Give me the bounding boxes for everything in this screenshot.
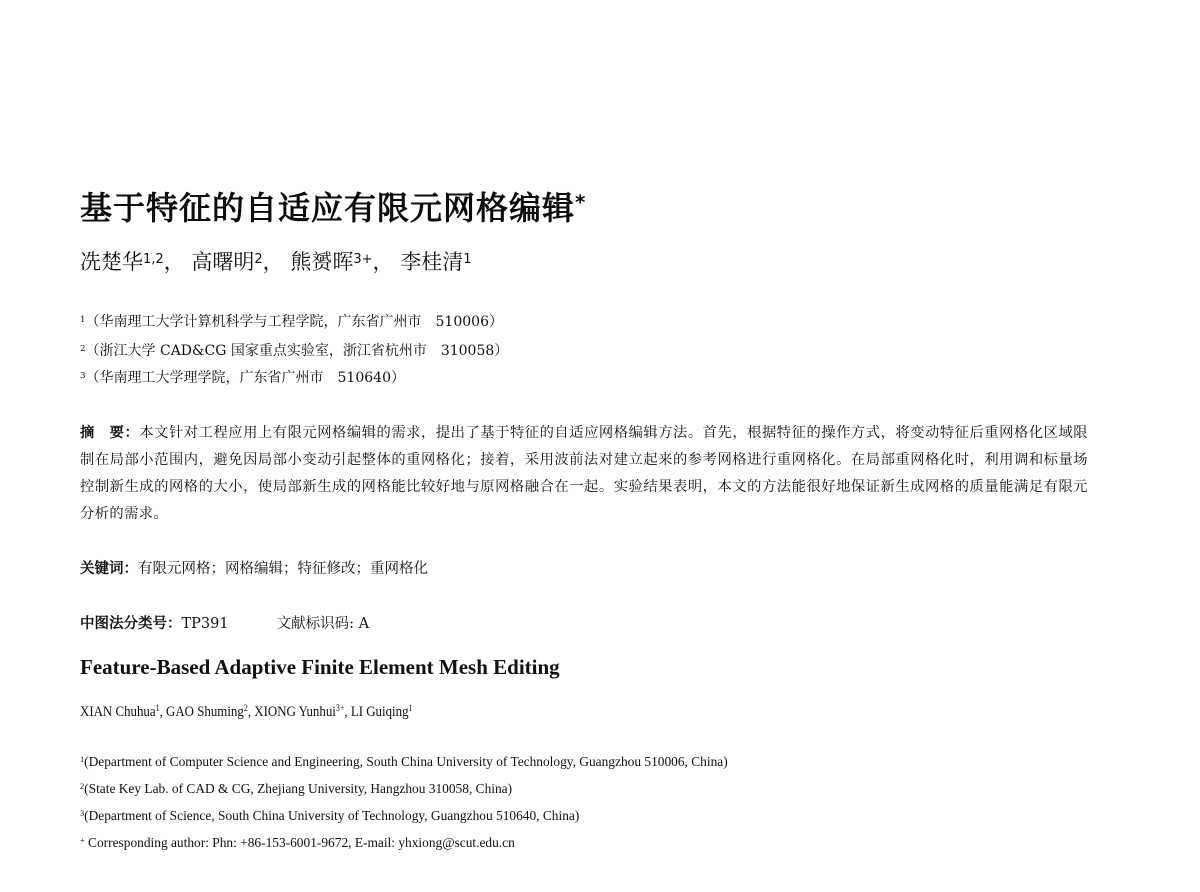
- author-cn-3: [290, 250, 372, 274]
- clc-label: 中图法分类号：: [80, 616, 182, 632]
- corresponding-author-sup: +: [80, 835, 85, 845]
- author-cn-4: [400, 250, 471, 274]
- affiliation-cn-3: [80, 367, 405, 387]
- affiliation-cn-1: [80, 311, 503, 331]
- author-en-sup: 1: [408, 704, 413, 715]
- author-en-name: XIAN Chuhua: [80, 704, 156, 720]
- english-authors: XIAN Chuhua$^1$, GAO Shuming$^2$, XIONG Yunhui$^{3+}$, LI Guiqing$^1$: [80, 704, 413, 720]
- affiliation-en-1: [80, 754, 728, 770]
- chinese-authors: 冼楚华$^{1,2}$， 高曙明$^2$， 熊赟晖$^{3+}$， 李桂清$^1$: [80, 250, 472, 274]
- affiliation-en-text: (Department of Science, South China University of Technology, Guangzhou 510640, China): [84, 808, 580, 823]
- affiliation-en-2: [80, 781, 512, 797]
- author-en-2: [166, 704, 248, 720]
- english-title: Feature-Based Adaptive Finite Element Mesh Editing: [80, 655, 560, 679]
- author-en-name: LI Guiqing: [350, 704, 409, 720]
- affiliation-en-text: (State Key Lab. of CAD & CG, Zhejiang University, Hangzhou 310058, China): [84, 781, 513, 796]
- author-cn-sup: 1: [463, 251, 472, 267]
- classification-line: [80, 612, 369, 633]
- corresponding-author: [80, 835, 515, 851]
- affiliation-cn-text: （浙江大学 CAD&CG 国家重点实验室，浙江省杭州市 310058）: [85, 343, 509, 359]
- doc-code-value: A: [358, 616, 370, 632]
- doc-code-label: 文献标识码:: [276, 616, 354, 632]
- affiliation-cn-2: [80, 340, 508, 360]
- keywords-text: 有限元网格；网格编辑；特征修改；重网格化: [138, 561, 428, 577]
- title-footnote-mark: *: [575, 191, 587, 215]
- clc-value: TP391: [181, 616, 229, 632]
- affiliation-cn-text: （华南理工大学计算机科学与工程学院，广东省广州市 510006）: [85, 314, 503, 330]
- author-cn-2: [191, 250, 262, 274]
- chinese-title: [80, 183, 586, 229]
- author-cn-sup: 2: [254, 251, 263, 267]
- author-cn-name: 李桂清: [400, 250, 464, 274]
- author-cn-sup: 1,2: [143, 251, 164, 267]
- affiliation-cn-sup: 3: [80, 370, 86, 381]
- affiliation-cn-text: （华南理工大学理学院，广东省广州市 510640）: [85, 370, 405, 386]
- affiliation-en-sup: 3: [80, 808, 85, 818]
- affiliation-cn-sup: 1: [80, 314, 86, 325]
- author-en-sup: 1: [155, 704, 160, 715]
- corresponding-author-text: Corresponding author: Phn: +86-153-6001-9672, E-mail: yhxiong@scut.edu.cn: [88, 835, 515, 850]
- author-en-sup: 2: [243, 704, 248, 715]
- author-en-sup: 3+: [335, 704, 345, 715]
- author-cn-name: 熊赟晖: [290, 250, 354, 274]
- affiliation-en-sup: 1: [80, 754, 85, 764]
- author-en-name: XIONG Yunhui: [254, 704, 336, 720]
- abstract-text: 本文针对工程应用上有限元网格编辑的需求，提出了基于特征的自适应网格编辑方法。首先，根据特征的操作方式，将变动特征后重网格化区域限制在局部小范围内，避免因局部小变动引起整体的重网格化；接着，采用波前法对建立起来的参考网格进行重网格化。在局部重网格化时，利用调和标量场控制新生成的网格的大小，使局部新生成的网格能比较好地与原网格融合在一起。实验结果表明，本文的方法能很好地保证新生成网格的质量能满足有限元分析的需求。: [80, 425, 1089, 522]
- author-cn-name: 冼楚华: [80, 250, 143, 274]
- abstract: [80, 420, 1088, 528]
- keywords: [80, 557, 428, 578]
- author-cn-1: [80, 250, 164, 274]
- author-en-1: [80, 704, 160, 720]
- affiliation-cn-sup: 2: [80, 343, 86, 354]
- author-en-3: [254, 704, 344, 720]
- keywords-label: 关键词：: [80, 561, 138, 577]
- chinese-title-text: 基于特征的自适应有限元网格编辑: [80, 189, 576, 227]
- author-en-4: [351, 704, 413, 720]
- affiliation-en-3: [80, 808, 579, 824]
- author-cn-name: 高曙明: [191, 250, 255, 274]
- author-en-name: GAO Shuming: [166, 704, 244, 720]
- affiliation-en-text: (Department of Computer Science and Engineering, South China University of Technology, Guangzhou 510006, China): [84, 754, 728, 769]
- author-cn-sup: 3+: [353, 251, 373, 267]
- abstract-label: 摘 要：: [80, 425, 140, 441]
- affiliation-en-sup: 2: [80, 781, 85, 791]
